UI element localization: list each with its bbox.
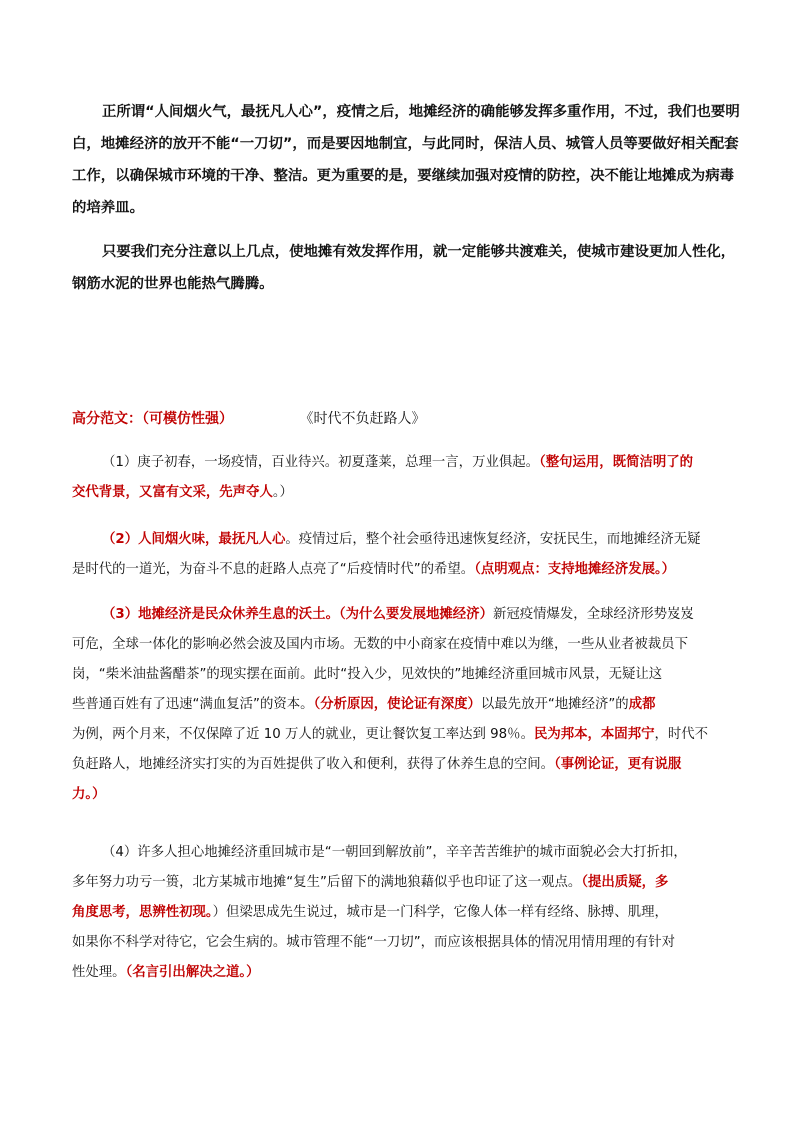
essay-section-1 [72,448,732,508]
text-line: 白，地摊经济的放开不能“一刀切”，而是要因地制宜，与此同时，保洁人员、城管人员等要做好相关配套 [72,136,739,152]
section-text: 以最先放开“地摊经济”的 [480,697,629,712]
section-text: ）但梁思成先生说过，城市是一门科学，它像人体一样有经络、脉搏、肌理， [212,905,668,920]
annotation: （为什么要发展地摊经济） [338,607,493,622]
text-line: 只要我们充分注意以上几点，使地摊有效发挥作用，就一定能够共渡难关，使城市建设更加人性化， [102,244,736,260]
text-line: 工作，以确保城市环境的干净、整洁。更为重要的是，要继续加强对疫情的防控，决不能让地摊成为病毒 [72,168,734,184]
section-text: （1）庚子初春，一场疫情，百业待兴。初夏蓬莱，总理一言，万业俱起。 [102,455,540,470]
intro-paragraph-1 [72,96,740,224]
text-line: 的培养皿。 [72,200,144,216]
heading-label: 高分范文：（可模仿性强） [72,411,233,427]
annotation: 交代背景，又富有文采，先声夺人 [72,485,273,500]
intro-paragraph-2 [72,236,736,300]
annotation: （分析原因，使论证有深度） [313,697,481,712]
section-text: 性处理。 [72,965,126,980]
text-line: 钢筋水泥的世界也能热气腾腾。 [72,276,274,292]
section-text: （4）许多人担心地摊经济重回城市是“一朝回到解放前”，辛辛苦苦维护的城市面貌必会大打折扣， [102,845,687,860]
section-text: 些普通百姓有了迅速“满血复活”的资本。 [72,697,314,712]
section-text: 可危，全球一体化的影响必然会波及国内市场。无数的中小商家在疫情中难以为继，一些从业者被裁员下 [72,637,688,652]
essay-section-2 [72,525,732,585]
annotation: （事例论证，更有说服 [554,757,682,772]
section-text: 如果你不科学对待它，它会生病的。城市管理不能“一刀切”，而应该根据具体的情况用情用理的有针对 [72,935,676,950]
essay-section-3 [72,600,732,810]
annotation: （提出质疑，多 [581,875,669,890]
annotation: 角度思考，思辨性初现。 [72,905,213,920]
annotation: （整句运用，既简洁明了的 [539,455,694,470]
annotation: 力。） [72,787,106,802]
section-text: 。） [272,485,293,500]
highlight-city: 成都 [628,697,656,712]
highlight-quote: 民为邦本，本固邦宁 [533,727,655,742]
essay-heading [72,408,425,430]
essay-title: 《时代不负赶路人》 [299,411,426,427]
annotation: （名言引出解决之道。） [125,965,260,980]
section-claim: （3）地摊经济是民众休养生息的沃土。 [102,607,339,622]
section-text: 新冠疫情爆发，全球经济形势岌岌 [492,607,694,622]
section-text: 岗，“柴米油盐酱醋茶”的现实摆在面前。此时“投入少，见效快的”地摊经济重回城市风景，无疑让这 [72,667,663,682]
essay-section-4 [72,838,732,988]
section-claim: （2）人间烟火味，最抚凡人心 [102,532,286,547]
section-text: 多年努力功亏一篑，北方某城市地摊“复生”后留下的满地狼藉似乎也印证了这一观点。 [72,875,582,890]
section-text: 为例，两个月来，不仅保障了近 10 万人的就业，更让餐饮复工率达到 98％。 [72,727,534,742]
section-text: 负赶路人，地摊经济实打实的为百姓提供了收入和便利，获得了休养生息的空间。 [72,757,555,772]
section-text: ，时代不 [654,727,709,742]
text-line: 正所谓“人间烟火气，最抚凡人心”，疫情之后，地摊经济的确能够发挥多重作用，不过，我们也要明 [102,104,740,120]
annotation: （点明观点：支持地摊经济发展。） [474,562,676,577]
section-text: 是时代的一道光，为奋斗不息的赶路人点亮了“后疫情时代”的希望。 [72,562,475,577]
section-text: 。疫情过后，整个社会亟待迅速恢复经济，安抚民生，而地摊经济无疑 [285,532,701,547]
